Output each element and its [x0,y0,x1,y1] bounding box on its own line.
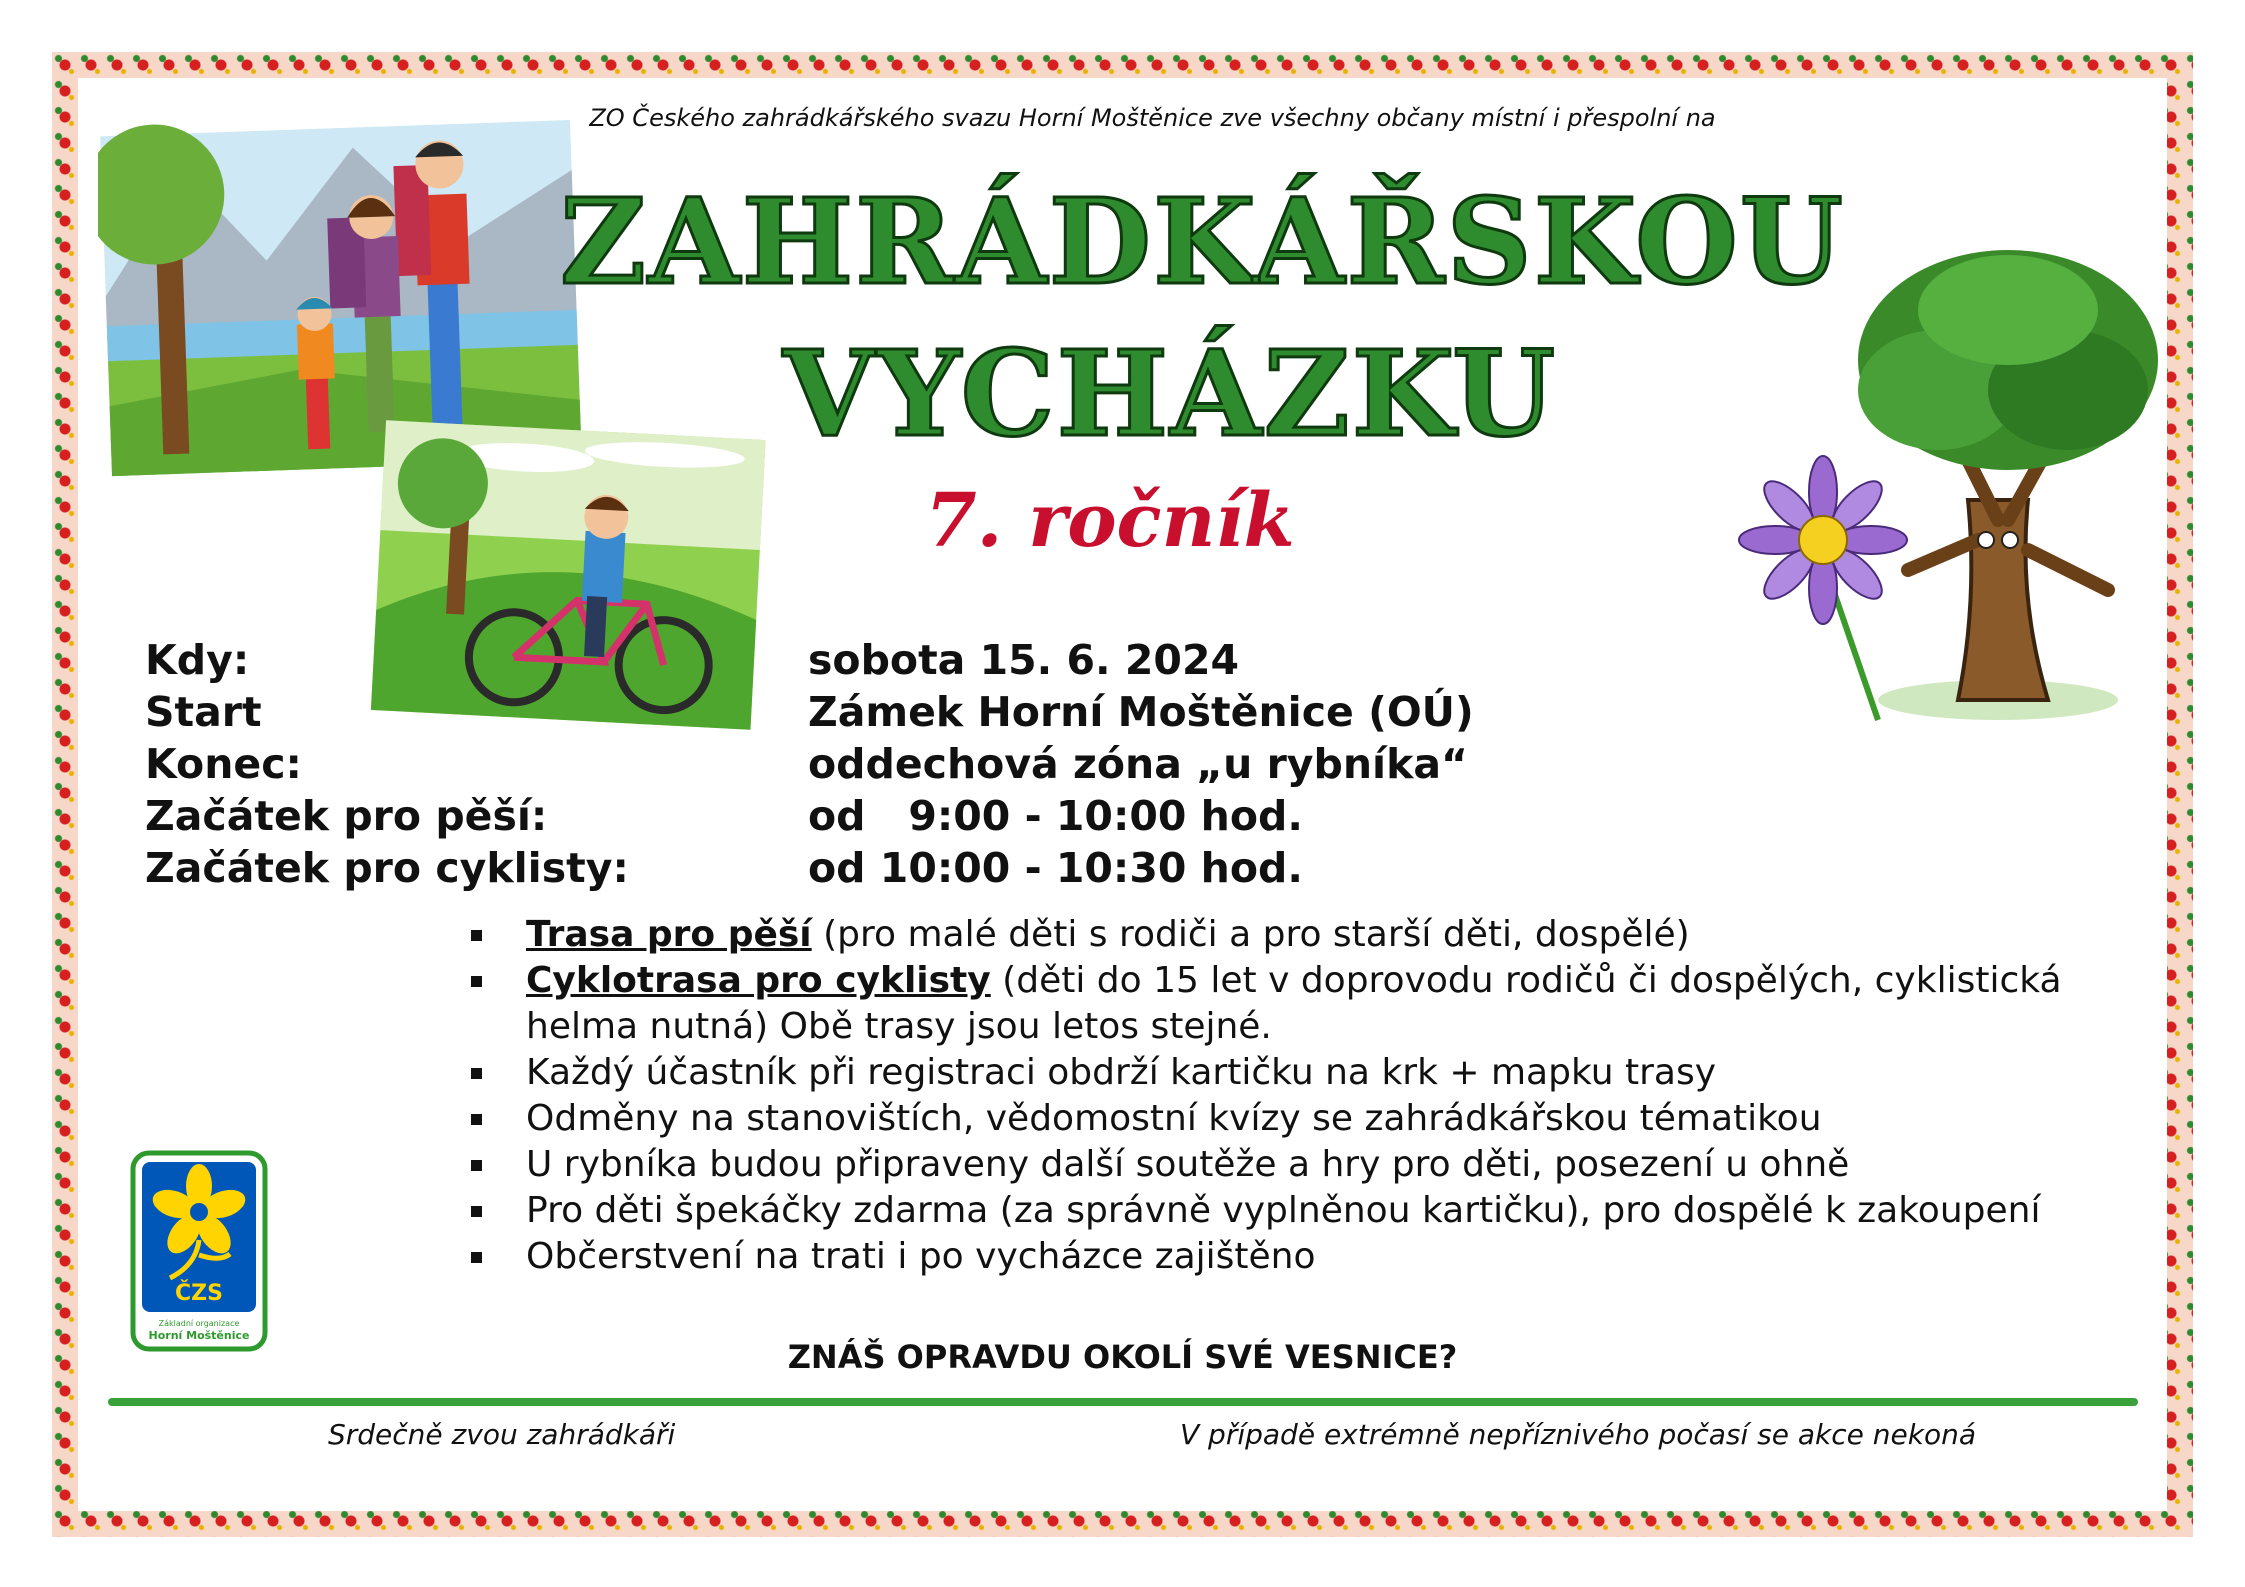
title-line-1: ZAHRÁDKÁŘSKOU [560,172,1845,311]
edition-label: 7. ročník [925,478,1295,564]
detail-value-cyclists-start: od 10:00 - 10:30 hod. [808,844,1303,892]
detail-value-start: Zámek Horní Moštěnice (OÚ) [808,688,1474,736]
list-item-text: Odměny na stanovištích, vědomostní kvízy se zahrádkářskou tématikou [526,1098,1822,1139]
detail-value-end: oddechová zóna „u rybníka“ [808,740,1468,788]
program-list [468,912,2168,1280]
footer-invitation: Srdečně zvou zahrádkáři [328,1418,676,1451]
intro-text: ZO Českého zahrádkářského svazu Horní Moštěnice zve všechny občany místní i přespolní na [589,104,1716,132]
title-line-2: VYCHÁZKU [782,324,1558,463]
cyclist-illustration [358,420,778,740]
detail-label-cyclists-start: Začátek pro cyklisty: [145,844,629,892]
question-heading: ZNÁŠ OPRAVDU OKOLÍ SVÉ VESNICE? [787,1338,1458,1376]
footer-divider [108,1398,2138,1406]
tree-and-flower-illustration [1728,240,2158,760]
list-item [468,1234,2168,1280]
list-item-text: (děti do 15 let v doprovodu rodičů či dospělých, cyklistická helma nutná) Obě trasy jsou letos stejné. [526,960,2062,1047]
list-item [468,1142,2168,1188]
list-item [468,1188,2168,1234]
list-item-emphasis: Trasa pro pěší [526,914,812,955]
list-item-text: U rybníka budou připraveny další soutěže a hry pro děti, posezení u ohně [526,1144,1850,1185]
footer-weather-note: V případě extrémně nepříznivého počasí se akce nekoná [1180,1418,1977,1451]
detail-label-when: Kdy: [145,636,250,684]
list-item-text: Každý účastník při registraci obdrží kartičku na krk + mapku trasy [526,1052,1717,1093]
list-item [468,1096,2168,1142]
detail-value-walkers-start: od 9:00 - 10:00 hod. [808,792,1303,840]
list-item [468,958,2168,1050]
czs-logo [130,1150,268,1352]
list-item-text: (pro malé děti s rodiči a pro starší děti, dospělé) [811,914,1690,955]
detail-label-start: Start [145,688,262,736]
detail-label-walkers-start: Začátek pro pěší: [145,792,548,840]
logo-abbreviation: ČZS [175,1281,223,1306]
list-item-text: Občerstvení na trati i po vycházce zajištěno [526,1236,1316,1277]
list-item [468,1050,2168,1096]
detail-value-when: sobota 15. 6. 2024 [808,636,1240,684]
logo-org-type: Základní organizace [158,1319,240,1328]
list-item-text: Pro děti špekáčky zdarma (za správně vyplněnou kartičku), pro dospělé k zakoupení [526,1190,2041,1231]
logo-org-name: Horní Moštěnice [148,1329,250,1342]
list-item [468,912,2168,958]
detail-label-end: Konec: [145,740,302,788]
list-item-emphasis: Cyklotrasa pro cyklisty [526,960,991,1001]
